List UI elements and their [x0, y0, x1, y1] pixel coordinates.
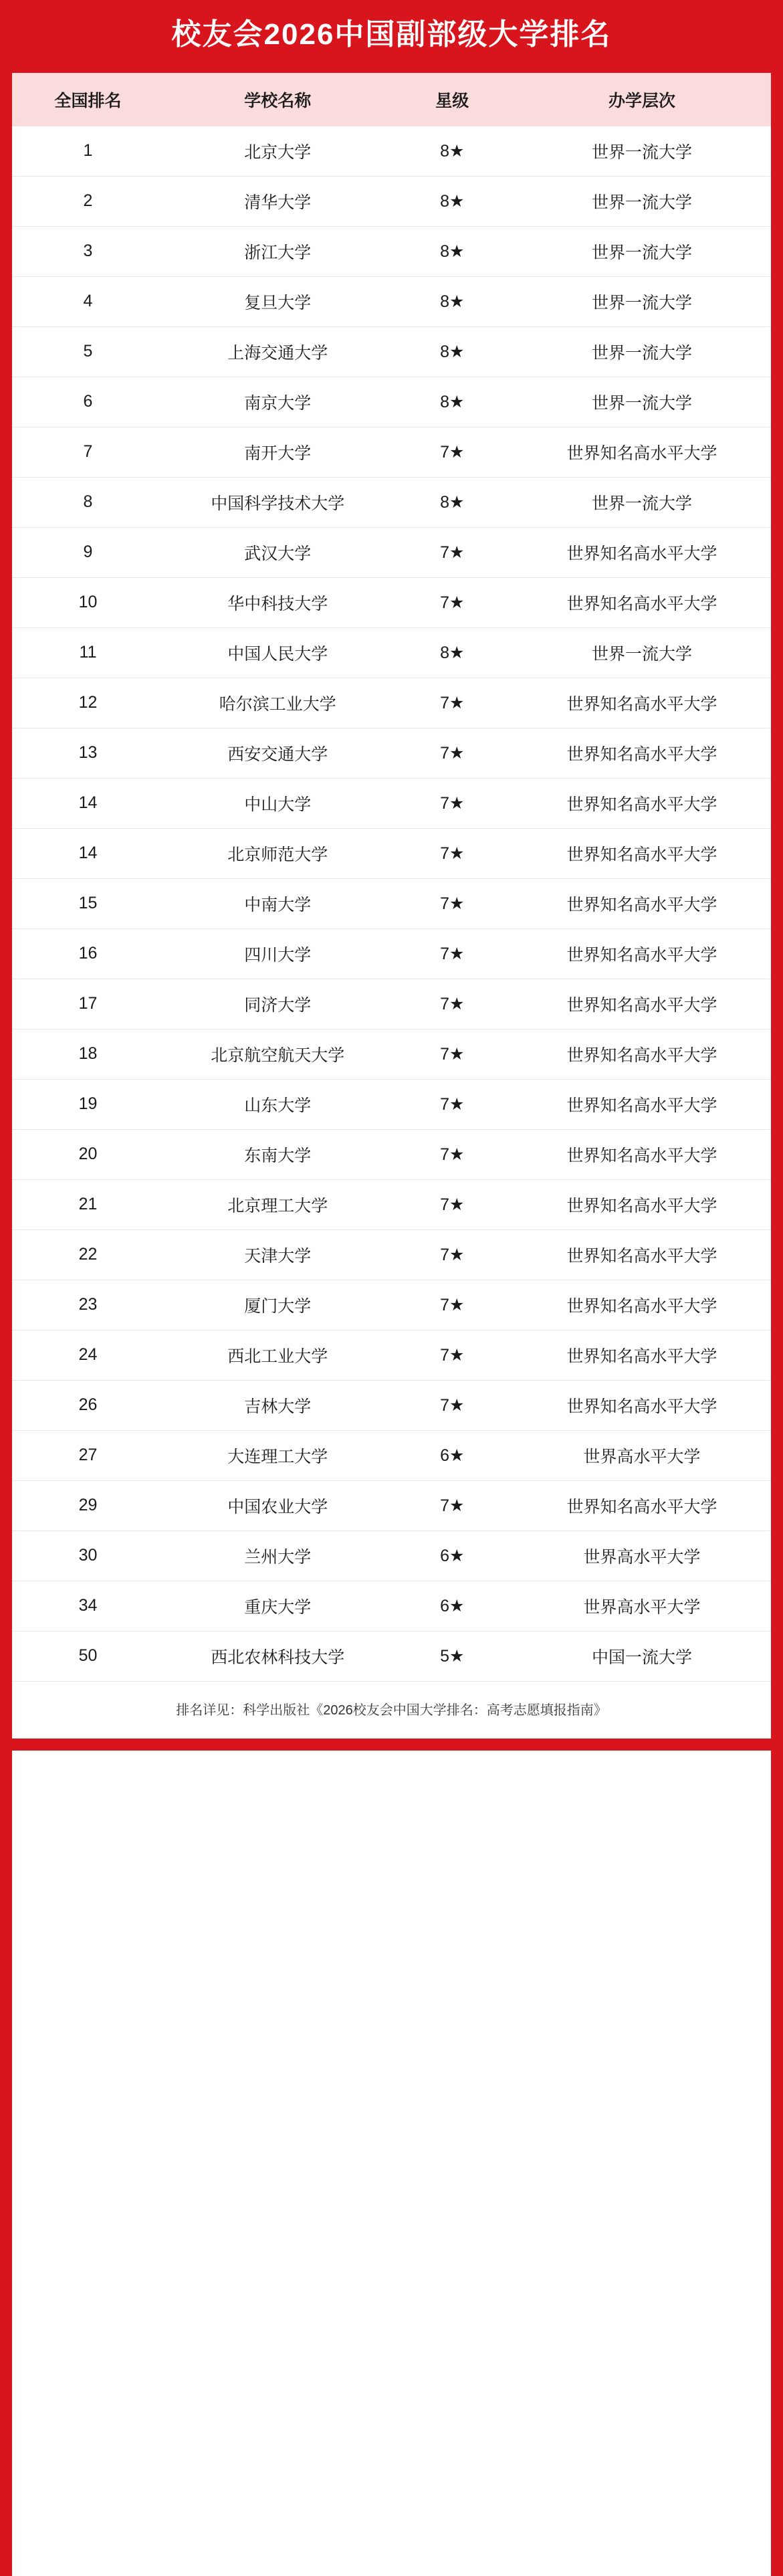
cell-school-name: 重庆大学: [164, 1581, 392, 1631]
cell-rank: 20: [12, 1129, 164, 1179]
cell-level: 世界一流大学: [513, 276, 771, 326]
table-row: [12, 1029, 771, 1079]
cell-school-name: 清华大学: [164, 176, 392, 226]
table-row: [12, 226, 771, 276]
cell-level: 世界一流大学: [513, 176, 771, 226]
cell-star: 7★: [392, 1229, 514, 1280]
cell-level: 世界一流大学: [513, 126, 771, 177]
cell-star: 7★: [392, 1280, 514, 1330]
cell-star: 7★: [392, 527, 514, 577]
cell-star: 8★: [392, 176, 514, 226]
cell-rank: 7: [12, 427, 164, 477]
cell-school-name: 天津大学: [164, 1229, 392, 1280]
cell-school-name: 四川大学: [164, 928, 392, 979]
table-row: [12, 928, 771, 979]
column-header-star: 星级: [392, 73, 514, 126]
cell-school-name: 山东大学: [164, 1079, 392, 1129]
table-row: [12, 979, 771, 1029]
cell-school-name: 北京航空航天大学: [164, 1029, 392, 1079]
cell-star: 7★: [392, 828, 514, 878]
cell-school-name: 西北农林科技大学: [164, 1631, 392, 1681]
cell-rank: 17: [12, 979, 164, 1029]
cell-level: 世界知名高水平大学: [513, 979, 771, 1029]
bottom-strip: [12, 1739, 771, 1751]
cell-star: 8★: [392, 477, 514, 527]
cell-level: 世界高水平大学: [513, 1430, 771, 1480]
cell-level: 世界知名高水平大学: [513, 678, 771, 728]
table-body: [12, 126, 771, 1682]
cell-level: 世界知名高水平大学: [513, 1480, 771, 1530]
cell-rank: 19: [12, 1079, 164, 1129]
cell-school-name: 哈尔滨工业大学: [164, 678, 392, 728]
cell-school-name: 武汉大学: [164, 527, 392, 577]
cell-rank: 8: [12, 477, 164, 527]
cell-star: 8★: [392, 326, 514, 377]
cell-rank: 15: [12, 878, 164, 928]
cell-star: 8★: [392, 226, 514, 276]
table-row: [12, 1581, 771, 1631]
cell-rank: 12: [12, 678, 164, 728]
cell-star: 7★: [392, 678, 514, 728]
table-row: [12, 527, 771, 577]
content-card: [12, 0, 771, 2576]
cell-level: 世界知名高水平大学: [513, 1380, 771, 1430]
table-row: [12, 878, 771, 928]
table-row: [12, 176, 771, 226]
cell-level: 世界知名高水平大学: [513, 1280, 771, 1330]
cell-rank: 24: [12, 1330, 164, 1380]
cell-level: 世界知名高水平大学: [513, 527, 771, 577]
cell-school-name: 西安交通大学: [164, 728, 392, 778]
table-row: [12, 427, 771, 477]
cell-rank: 6: [12, 377, 164, 427]
cell-star: 7★: [392, 928, 514, 979]
table-row: [12, 728, 771, 778]
cell-rank: 4: [12, 276, 164, 326]
cell-level: 世界知名高水平大学: [513, 577, 771, 627]
table-header: [12, 73, 771, 126]
cell-star: 8★: [392, 377, 514, 427]
table-row: [12, 1229, 771, 1280]
cell-star: 7★: [392, 1029, 514, 1079]
table-row: [12, 577, 771, 627]
table-row: [12, 1280, 771, 1330]
cell-star: 7★: [392, 1380, 514, 1430]
cell-school-name: 复旦大学: [164, 276, 392, 326]
table-header-row: [12, 73, 771, 126]
table-row: [12, 1430, 771, 1480]
table-row: [12, 326, 771, 377]
cell-school-name: 中南大学: [164, 878, 392, 928]
cell-rank: 50: [12, 1631, 164, 1681]
cell-level: 世界知名高水平大学: [513, 1229, 771, 1280]
cell-level: 世界一流大学: [513, 627, 771, 678]
cell-level: 世界知名高水平大学: [513, 878, 771, 928]
cell-level: 世界知名高水平大学: [513, 1129, 771, 1179]
cell-star: 7★: [392, 1480, 514, 1530]
cell-school-name: 华中科技大学: [164, 577, 392, 627]
table-row: [12, 1179, 771, 1229]
cell-rank: 1: [12, 126, 164, 177]
table-row: [12, 126, 771, 177]
cell-school-name: 东南大学: [164, 1129, 392, 1179]
column-header-school: 学校名称: [164, 73, 392, 126]
cell-rank: 30: [12, 1530, 164, 1581]
cell-school-name: 中国农业大学: [164, 1480, 392, 1530]
cell-rank: 9: [12, 527, 164, 577]
cell-level: 世界知名高水平大学: [513, 728, 771, 778]
cell-star: 7★: [392, 1330, 514, 1380]
table-row: [12, 828, 771, 878]
cell-star: 7★: [392, 427, 514, 477]
cell-rank: 13: [12, 728, 164, 778]
cell-star: 7★: [392, 728, 514, 778]
cell-school-name: 浙江大学: [164, 226, 392, 276]
cell-rank: 21: [12, 1179, 164, 1229]
cell-level: 世界知名高水平大学: [513, 1029, 771, 1079]
cell-rank: 34: [12, 1581, 164, 1631]
cell-star: 8★: [392, 276, 514, 326]
cell-rank: 3: [12, 226, 164, 276]
cell-star: 8★: [392, 126, 514, 177]
cell-school-name: 吉林大学: [164, 1380, 392, 1430]
cell-rank: 16: [12, 928, 164, 979]
cell-star: 6★: [392, 1430, 514, 1480]
cell-star: 6★: [392, 1581, 514, 1631]
cell-rank: 18: [12, 1029, 164, 1079]
cell-school-name: 上海交通大学: [164, 326, 392, 377]
cell-school-name: 北京师范大学: [164, 828, 392, 878]
cell-star: 7★: [392, 979, 514, 1029]
table-row: [12, 276, 771, 326]
cell-school-name: 兰州大学: [164, 1530, 392, 1581]
page-title: 校友会2026中国副部级大学排名: [171, 18, 612, 51]
table-row: [12, 627, 771, 678]
cell-rank: 23: [12, 1280, 164, 1330]
cell-level: 世界一流大学: [513, 326, 771, 377]
footer-note: 排名详见：科学出版社《2026校友会中国大学排名：高考志愿填报指南》: [12, 1682, 771, 1739]
cell-level: 世界一流大学: [513, 477, 771, 527]
cell-rank: 5: [12, 326, 164, 377]
cell-star: 7★: [392, 1179, 514, 1229]
column-header-rank: 全国排名: [12, 73, 164, 126]
table-row: [12, 1380, 771, 1430]
cell-rank: 27: [12, 1430, 164, 1480]
table-row: [12, 778, 771, 828]
cell-rank: 10: [12, 577, 164, 627]
cell-star: 7★: [392, 878, 514, 928]
cell-level: 世界知名高水平大学: [513, 1330, 771, 1380]
title-bar: [12, 0, 771, 73]
cell-rank: 26: [12, 1380, 164, 1430]
cell-level: 世界知名高水平大学: [513, 828, 771, 878]
table-row: [12, 377, 771, 427]
cell-level: 世界一流大学: [513, 377, 771, 427]
cell-school-name: 中国科学技术大学: [164, 477, 392, 527]
cell-star: 5★: [392, 1631, 514, 1681]
table-row: [12, 1631, 771, 1681]
cell-level: 世界知名高水平大学: [513, 1079, 771, 1129]
cell-star: 7★: [392, 1079, 514, 1129]
cell-school-name: 大连理工大学: [164, 1430, 392, 1480]
cell-level: 世界高水平大学: [513, 1530, 771, 1581]
table-row: [12, 477, 771, 527]
cell-rank: 14: [12, 828, 164, 878]
cell-level: 世界知名高水平大学: [513, 427, 771, 477]
table-row: [12, 1079, 771, 1129]
cell-level: 世界一流大学: [513, 226, 771, 276]
cell-school-name: 同济大学: [164, 979, 392, 1029]
cell-star: 7★: [392, 577, 514, 627]
cell-rank: 2: [12, 176, 164, 226]
cell-school-name: 南开大学: [164, 427, 392, 477]
table-row: [12, 1480, 771, 1530]
cell-school-name: 中山大学: [164, 778, 392, 828]
cell-rank: 29: [12, 1480, 164, 1530]
cell-star: 6★: [392, 1530, 514, 1581]
cell-star: 8★: [392, 627, 514, 678]
cell-star: 7★: [392, 1129, 514, 1179]
cell-school-name: 北京理工大学: [164, 1179, 392, 1229]
cell-level: 世界知名高水平大学: [513, 1179, 771, 1229]
cell-school-name: 西北工业大学: [164, 1330, 392, 1380]
cell-star: 7★: [392, 778, 514, 828]
cell-level: 世界高水平大学: [513, 1581, 771, 1631]
ranking-table: [12, 73, 771, 1682]
table-row: [12, 678, 771, 728]
cell-level: 世界知名高水平大学: [513, 778, 771, 828]
cell-rank: 14: [12, 778, 164, 828]
table-row: [12, 1129, 771, 1179]
cell-school-name: 厦门大学: [164, 1280, 392, 1330]
cell-school-name: 中国人民大学: [164, 627, 392, 678]
cell-rank: 11: [12, 627, 164, 678]
table-row: [12, 1530, 771, 1581]
column-header-level: 办学层次: [513, 73, 771, 126]
table-row: [12, 1330, 771, 1380]
cell-rank: 22: [12, 1229, 164, 1280]
cell-level: 中国一流大学: [513, 1631, 771, 1681]
cell-school-name: 北京大学: [164, 126, 392, 177]
cell-school-name: 南京大学: [164, 377, 392, 427]
cell-level: 世界知名高水平大学: [513, 928, 771, 979]
